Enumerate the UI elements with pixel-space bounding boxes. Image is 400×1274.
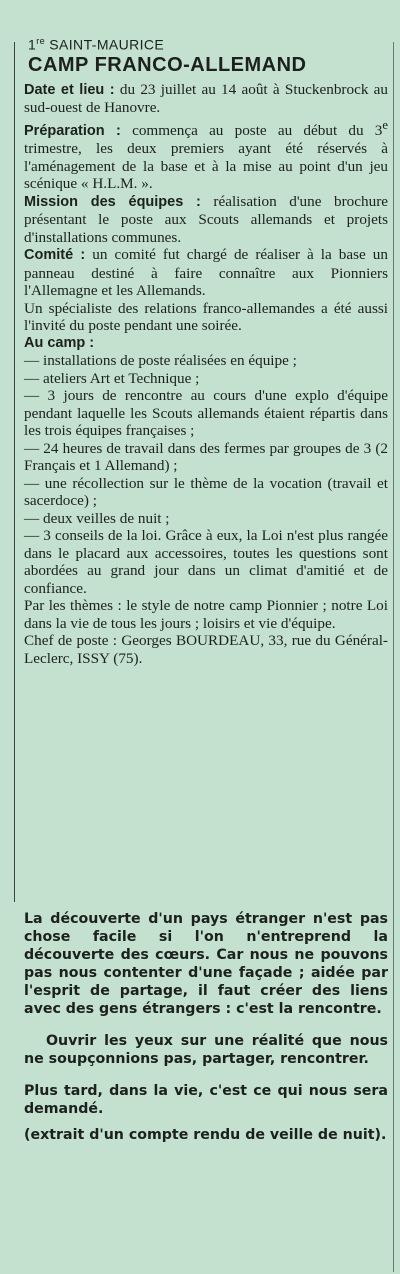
camp-item: — 3 conseils de la loi. Grâce à eux, la Loi n'est plus rangée dans le placard aux accessoires, toutes les questions sont abordées au grand jour dans un climat d'amitié et de confiance. (24, 527, 388, 597)
article-column (24, 36, 388, 667)
preparation-text-1: commença au poste au début du 3 (120, 121, 383, 139)
section-number: 1 (28, 36, 37, 53)
date-paragraph (24, 81, 388, 117)
preparation-paragraph (24, 117, 388, 193)
specialist-paragraph: Un spécialiste des relations franco-allemandes a été aussi l'invité du poste pendant une soirée. (24, 299, 388, 335)
mission-paragraph (24, 193, 388, 247)
quote-block (24, 910, 388, 1158)
column-rule-left (14, 42, 15, 902)
camp-label: Au camp : (24, 334, 95, 351)
mission-text: réalisation d'une brochure présentant le poste aux Scouts allemands et projets d'installations communes. (24, 192, 388, 246)
quote-paragraph-3: Plus tard, dans la vie, c'est ce qui nous sera demandé. (24, 1083, 388, 1117)
camp-item: — ateliers Art et Technique ; (24, 369, 200, 387)
comite-paragraph (24, 246, 388, 300)
preparation-text-2: trimestre, les deux premiers ayant été réservés à l'aménagement de la base et à la mise au point d'un jeu scénique « H.L.M. ». (24, 140, 388, 193)
quote-paragraph-1: La découverte d'un pays étranger n'est pas chose facile si l'on n'entreprend la découverte des cœurs. Car nous ne pouvons pas nous contenter d'une façade ; aidée par l'esprit de partage, il faut créer des liens avec des gens étrangers : c'est la rencontre. (24, 911, 388, 1017)
camp-item: — installations de poste réalisées en équipe ; (24, 352, 297, 370)
camp-item: — 3 jours de rencontre au cours d'une explo d'équipe pendant laquelle les Scouts allemands étaient répartis dans les trois équipes françaises ; (24, 387, 388, 440)
camp-item: — deux veilles de nuit ; (24, 509, 170, 527)
mission-label: Mission des équipes : (24, 193, 201, 210)
date-label: Date et lieu : (24, 81, 115, 98)
themes-paragraph: Par les thèmes : le style de notre camp Pionnier ; notre Loi dans la vie de tous les jours ; loisirs et vie d'équipe. (24, 597, 388, 632)
chef-paragraph: Chef de poste : Georges BOURDEAU, 33, rue du Général-Leclerc, ISSY (75). (24, 632, 388, 667)
comite-text: un comité fut chargé de réaliser à la base un panneau destiné à faire connaître aux Pionniers l'Allemagne et les Allemands. (24, 246, 388, 300)
preparation-label: Préparation : (24, 122, 121, 139)
section-heading (28, 36, 388, 53)
preparation-sup: e (382, 117, 389, 132)
quote-source: (extrait d'un compte rendu de veille de nuit). (24, 1127, 387, 1143)
date-text: du 23 juillet au 14 août à Stuckenbrock au sud-ouest de Hanovre. (24, 80, 389, 117)
section-name: SAINT-MAURICE (49, 36, 165, 53)
article-body (24, 81, 388, 668)
quote-paragraph-2: Ouvrir les yeux sur une réalité que nous ne soupçonnions pas, partager, rencontrer. (24, 1033, 388, 1067)
comite-label: Comité : (24, 247, 86, 264)
section-suffix: re (36, 36, 45, 46)
camp-item: — 24 heures de travail dans des fermes par groupes de 3 (2 Français et 1 Allemand) ; (24, 439, 388, 475)
column-rule-right (393, 42, 394, 1272)
article-title: CAMP FRANCO-ALLEMAND (28, 53, 307, 76)
camp-item: — une récollection sur le thème de la vocation (travail et sacerdoce) ; (24, 474, 388, 510)
